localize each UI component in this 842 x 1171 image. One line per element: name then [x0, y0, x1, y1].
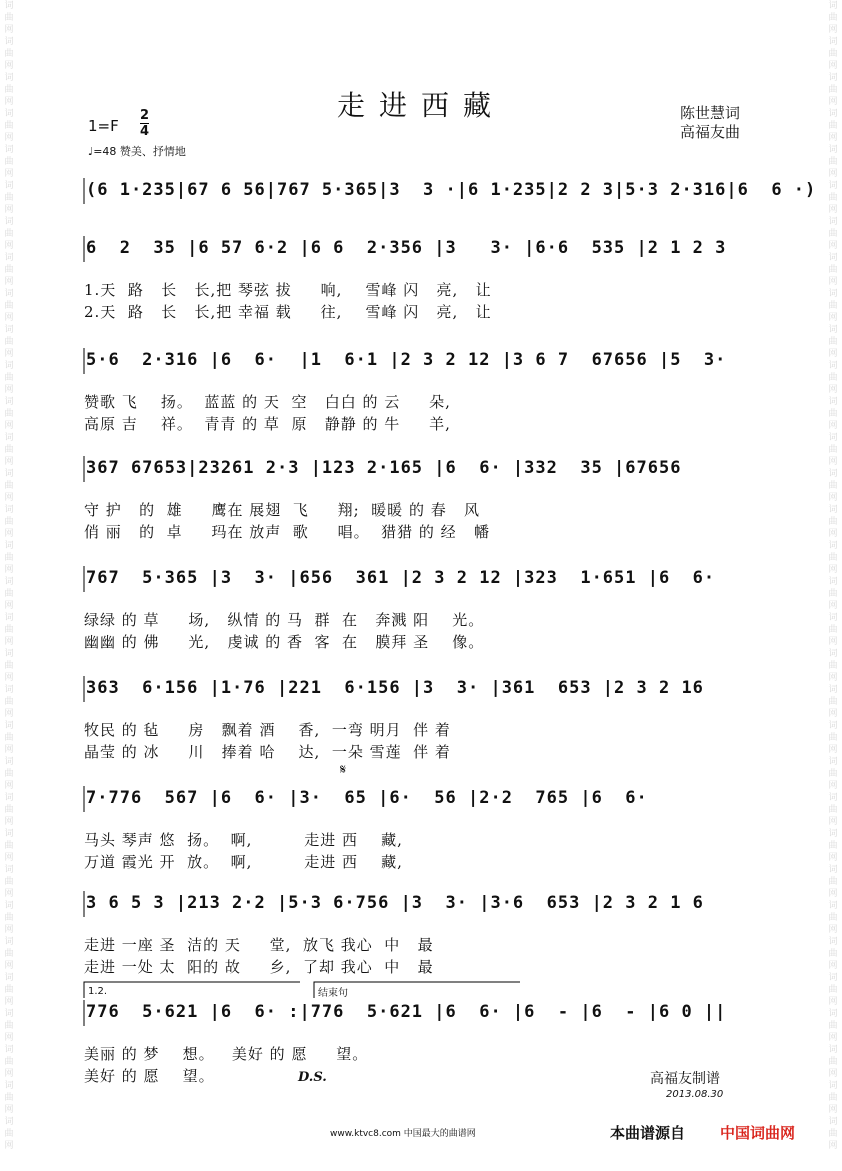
- lyric-line: 晶莹 的 冰 川 捧着 哈 达, 一朵 雪莲 伴 着: [84, 743, 451, 761]
- watermark-char: 曲: [4, 841, 14, 851]
- watermark-char: 词: [4, 901, 14, 911]
- watermark-char: 网: [828, 205, 838, 215]
- watermark-char: 词: [4, 253, 14, 263]
- tempo-marking: ♩=48 赞美、抒情地: [88, 145, 186, 158]
- watermark-char: 网: [828, 385, 838, 395]
- watermark-char: 曲: [4, 697, 14, 707]
- watermark-char: 词: [828, 685, 838, 695]
- composer: 高福友曲: [680, 123, 741, 141]
- watermark-char: 曲: [828, 877, 838, 887]
- watermark-char: 曲: [828, 517, 838, 527]
- watermark-char: 词: [4, 649, 14, 659]
- watermark-char: 曲: [828, 265, 838, 275]
- watermark-char: 词: [4, 793, 14, 803]
- watermark-char: 网: [4, 853, 14, 863]
- watermark-char: 词: [828, 757, 838, 767]
- watermark-char: 词: [828, 541, 838, 551]
- watermark-char: 曲: [828, 157, 838, 167]
- watermark-char: 网: [4, 781, 14, 791]
- watermark-char: 曲: [828, 121, 838, 131]
- watermark-char: 词: [4, 577, 14, 587]
- score-system-notes: 363 6·156 |1·76 |221 6·156 |3 3· |361 653 |2 3 2 16: [86, 678, 704, 698]
- lyric-line: 1.天 路 长 长,把 琴弦 拔 响, 雪峰 闪 亮, 让: [84, 281, 492, 299]
- watermark-char: 词: [828, 1045, 838, 1055]
- watermark-char: 网: [828, 313, 838, 323]
- watermark-char: 网: [828, 853, 838, 863]
- watermark-char: 网: [828, 565, 838, 575]
- watermark-char: 词: [828, 325, 838, 335]
- watermark-char: 词: [828, 721, 838, 731]
- watermark-char: 网: [4, 169, 14, 179]
- watermark-char: 曲: [4, 13, 14, 23]
- watermark-char: 曲: [4, 625, 14, 635]
- watermark-char: 词: [4, 217, 14, 227]
- watermark-char: 网: [4, 925, 14, 935]
- watermark-char: 曲: [828, 193, 838, 203]
- watermark-char: 词: [4, 1, 14, 11]
- watermark-char: 曲: [828, 625, 838, 635]
- watermark-char: 网: [828, 457, 838, 467]
- watermark-char: 词: [828, 937, 838, 947]
- watermark-char: 词: [828, 289, 838, 299]
- score-system-notes: 3 6 5 3 |213 2·2 |5·3 6·756 |3 3· |3·6 653 |2 3 2 1 6: [86, 893, 704, 913]
- watermark-char: 曲: [828, 949, 838, 959]
- watermark-char: 曲: [4, 553, 14, 563]
- watermark-char: 网: [4, 745, 14, 755]
- watermark-char: 曲: [828, 913, 838, 923]
- watermark-char: 词: [4, 289, 14, 299]
- segno-sign: 𝄋: [340, 762, 347, 778]
- watermark-char: 网: [4, 997, 14, 1007]
- score-system-notes: 7·776 567 |6 6· |3· 65 |6· 56 |2·2 765 |6 6·: [86, 788, 648, 808]
- watermark-char: 词: [4, 1045, 14, 1055]
- watermark-char: 曲: [4, 517, 14, 527]
- watermark-char: 曲: [4, 229, 14, 239]
- time-bottom: 4: [140, 124, 150, 139]
- watermark-char: 网: [4, 349, 14, 359]
- watermark-char: 网: [4, 961, 14, 971]
- lyric-line: 俏 丽 的 卓 玛在 放声 歌 唱。 猎猎 的 经 幡: [84, 523, 490, 541]
- watermark-char: 词: [4, 145, 14, 155]
- watermark-char: 网: [828, 961, 838, 971]
- watermark-char: 网: [828, 1033, 838, 1043]
- watermark-char: 网: [4, 889, 14, 899]
- watermark-char: 网: [4, 97, 14, 107]
- watermark-char: 词: [4, 361, 14, 371]
- watermark-char: 词: [828, 1081, 838, 1091]
- watermark-char: 曲: [828, 301, 838, 311]
- watermark-char: 词: [828, 973, 838, 983]
- lyric-line: 美好 的 愿 望。: [84, 1067, 215, 1085]
- watermark-char: 网: [4, 25, 14, 35]
- watermark-char: 网: [828, 637, 838, 647]
- watermark-char: 网: [4, 1141, 14, 1151]
- watermark-char: 网: [4, 1069, 14, 1079]
- watermark-char: 网: [828, 241, 838, 251]
- watermark-char: 词: [828, 217, 838, 227]
- watermark-char: 词: [828, 505, 838, 515]
- watermark-char: 曲: [828, 49, 838, 59]
- watermark-char: 词: [4, 397, 14, 407]
- watermark-char: 词: [828, 901, 838, 911]
- watermark-char: 词: [828, 37, 838, 47]
- watermark-char: 曲: [828, 481, 838, 491]
- watermark-char: 曲: [828, 373, 838, 383]
- watermark-char: 曲: [828, 85, 838, 95]
- watermark-char: 网: [4, 493, 14, 503]
- watermark-char: 词: [828, 829, 838, 839]
- watermark-char: 曲: [4, 1021, 14, 1031]
- watermark-char: 网: [4, 673, 14, 683]
- score-system-notes: 367 67653|23261 2·3 |123 2·165 |6 6· |332 35 |67656: [86, 458, 682, 478]
- watermark-char: 网: [4, 61, 14, 71]
- watermark-char: 词: [4, 1081, 14, 1091]
- watermark-char: 曲: [828, 409, 838, 419]
- watermark-char: 网: [828, 925, 838, 935]
- watermark-char: 曲: [4, 445, 14, 455]
- watermark-char: 网: [828, 529, 838, 539]
- watermark-char: 网: [828, 1069, 838, 1079]
- watermark-char: 网: [828, 1141, 838, 1151]
- score-system-notes: 5·6 2·316 |6 6· |1 6·1 |2 3 2 12 |3 6 7 67656 |5 3·: [86, 350, 727, 370]
- watermark-char: 词: [828, 397, 838, 407]
- watermark-char: 网: [4, 277, 14, 287]
- lyricist: 陈世慧词: [680, 104, 741, 122]
- watermark-char: 网: [4, 709, 14, 719]
- watermark-char: 词: [828, 433, 838, 443]
- watermark-char: 网: [828, 25, 838, 35]
- watermark-char: 网: [828, 169, 838, 179]
- transcription-date: 2013.08.30: [666, 1089, 724, 1100]
- watermark-char: 曲: [4, 1129, 14, 1139]
- watermark-char: 词: [828, 469, 838, 479]
- watermark-char: 词: [4, 1117, 14, 1127]
- watermark-char: 词: [4, 865, 14, 875]
- watermark-char: 词: [4, 541, 14, 551]
- watermark-char: 网: [4, 601, 14, 611]
- watermark-char: 词: [828, 613, 838, 623]
- key-signature: 1=F: [88, 117, 119, 135]
- score-system-notes: 6 2 35 |6 57 6·2 |6 6 2·356 |3 3· |6·6 535 |2 1 2 3: [86, 238, 727, 258]
- watermark-char: 网: [4, 421, 14, 431]
- lyric-line: 幽幽 的 佛 光, 虔诚 的 香 客 在 膜拜 圣 像。: [84, 633, 485, 651]
- watermark-char: 曲: [4, 157, 14, 167]
- watermark-char: 网: [828, 97, 838, 107]
- watermark-char: 曲: [4, 301, 14, 311]
- watermark-char: 曲: [828, 589, 838, 599]
- footer-source-label: 本曲谱源自: [610, 1124, 686, 1142]
- watermark-char: 网: [828, 673, 838, 683]
- watermark-char: 词: [828, 1009, 838, 1019]
- watermark-char: 网: [828, 61, 838, 71]
- lyric-line: 走进 一座 圣 洁的 天 堂, 放飞 我心 中 最: [84, 936, 434, 954]
- volta-label: 1.2.: [88, 986, 108, 997]
- watermark-char: 词: [828, 1, 838, 11]
- watermark-char: 曲: [828, 1021, 838, 1031]
- ds-marking: D.S.: [298, 1070, 327, 1085]
- watermark-char: 网: [828, 817, 838, 827]
- watermark-char: 词: [4, 433, 14, 443]
- lyric-line: 马头 琴声 悠 扬。 啊, 走进 西 藏,: [84, 831, 403, 849]
- watermark-char: 曲: [828, 1129, 838, 1139]
- watermark-char: 网: [828, 133, 838, 143]
- watermark-char: 曲: [4, 913, 14, 923]
- watermark-char: 网: [828, 1105, 838, 1115]
- watermark-char: 曲: [828, 445, 838, 455]
- watermark-char: 曲: [4, 481, 14, 491]
- watermark-char: 网: [4, 637, 14, 647]
- watermark-char: 词: [828, 793, 838, 803]
- watermark-char: 词: [4, 829, 14, 839]
- lyric-line: 走进 一处 太 阳的 故 乡, 了却 我心 中 最: [84, 958, 434, 976]
- watermark-char: 网: [4, 385, 14, 395]
- watermark-char: 曲: [4, 733, 14, 743]
- watermark-char: 曲: [4, 373, 14, 383]
- watermark-char: 词: [828, 865, 838, 875]
- volta-bracket-2: [314, 982, 520, 998]
- lyric-line: 牧民 的 毡 房 飘着 酒 香, 一弯 明月 伴 着: [84, 721, 451, 739]
- watermark-char: 词: [828, 1117, 838, 1127]
- watermark-char: 曲: [828, 229, 838, 239]
- watermark-char: 网: [828, 745, 838, 755]
- watermark-char: 词: [828, 361, 838, 371]
- watermark-char: 网: [4, 313, 14, 323]
- watermark-char: 词: [4, 721, 14, 731]
- watermark-char: 网: [4, 529, 14, 539]
- watermark-char: 曲: [4, 49, 14, 59]
- watermark-char: 网: [4, 1105, 14, 1115]
- watermark-char: 曲: [4, 265, 14, 275]
- lyric-line: 守 护 的 雄 鹰在 展翅 飞 翔; 暖暖 的 春 风: [84, 501, 481, 519]
- watermark-char: 词: [4, 109, 14, 119]
- lyric-line: 赞歌 飞 扬。 蓝蓝 的 天 空 白白 的 云 朵,: [84, 393, 451, 411]
- watermark-char: 词: [4, 937, 14, 947]
- watermark-char: 网: [828, 781, 838, 791]
- watermark-char: 词: [828, 73, 838, 83]
- watermark-char: 曲: [4, 805, 14, 815]
- lyric-line: 高原 吉 祥。 青青 的 草 原 静静 的 牛 羊,: [84, 415, 451, 433]
- watermark-char: 曲: [4, 409, 14, 419]
- watermark-char: 曲: [4, 949, 14, 959]
- watermark-char: 曲: [828, 733, 838, 743]
- watermark-char: 词: [4, 685, 14, 695]
- watermark-char: 词: [4, 181, 14, 191]
- watermark-char: 网: [4, 565, 14, 575]
- watermark-char: 词: [828, 253, 838, 263]
- watermark-char: 曲: [4, 85, 14, 95]
- watermark-char: 词: [4, 73, 14, 83]
- watermark-char: 词: [4, 757, 14, 767]
- lyric-line: 2.天 路 长 长,把 幸福 载 往, 雪峰 闪 亮, 让: [84, 303, 492, 321]
- watermark-char: 网: [4, 817, 14, 827]
- watermark-char: 词: [828, 145, 838, 155]
- watermark-char: 网: [828, 277, 838, 287]
- transcriber-credit: 高福友制谱: [650, 1071, 720, 1087]
- watermark-char: 词: [4, 613, 14, 623]
- footer-source-name: 中国词曲网: [720, 1124, 796, 1142]
- watermark-char: 网: [4, 205, 14, 215]
- watermark-char: 网: [828, 601, 838, 611]
- watermark-char: 词: [828, 181, 838, 191]
- watermark-char: 网: [4, 133, 14, 143]
- watermark-char: 曲: [828, 769, 838, 779]
- watermark-char: 曲: [828, 13, 838, 23]
- watermark-char: 词: [4, 325, 14, 335]
- watermark-char: 曲: [4, 661, 14, 671]
- watermark-char: 曲: [828, 841, 838, 851]
- song-title: 走进西藏: [336, 89, 505, 122]
- watermark-char: 曲: [828, 1093, 838, 1103]
- watermark-char: 曲: [4, 193, 14, 203]
- footer-site: www.ktvc8.com 中国最大的曲谱网: [330, 1129, 476, 1139]
- watermark-char: 网: [828, 997, 838, 1007]
- watermark-char: 词: [4, 505, 14, 515]
- ending-label: 结束句: [318, 988, 348, 999]
- score-system-notes: (6 1·235|67 6 56|767 5·365|3 3 ·|6 1·235|2 2 3|5·3 2·316|6 6 ·): [86, 180, 817, 200]
- watermark-char: 曲: [828, 985, 838, 995]
- watermark-char: 曲: [828, 1057, 838, 1067]
- watermark-char: 网: [828, 421, 838, 431]
- watermark-char: 曲: [4, 877, 14, 887]
- watermark-char: 曲: [828, 337, 838, 347]
- watermark-char: 网: [4, 1033, 14, 1043]
- score-system-notes: 767 5·365 |3 3· |656 361 |2 3 2 12 |323 1·651 |6 6·: [86, 568, 716, 588]
- watermark-char: 词: [4, 37, 14, 47]
- watermark-char: 曲: [828, 805, 838, 815]
- watermark-char: 网: [828, 889, 838, 899]
- watermark-char: 曲: [4, 121, 14, 131]
- watermark-char: 曲: [828, 697, 838, 707]
- watermark-char: 曲: [4, 589, 14, 599]
- watermark-char: 词: [4, 469, 14, 479]
- volta-bracket-1: [84, 982, 300, 998]
- watermark-char: 词: [4, 973, 14, 983]
- watermark-char: 曲: [4, 1093, 14, 1103]
- watermark-char: 曲: [4, 1057, 14, 1067]
- watermark-char: 词: [828, 109, 838, 119]
- watermark-char: 网: [4, 457, 14, 467]
- watermark-char: 网: [828, 709, 838, 719]
- watermark-char: 曲: [4, 769, 14, 779]
- lyric-line: 万道 霞光 开 放。 啊, 走进 西 藏,: [84, 853, 403, 871]
- watermark-char: 词: [4, 1009, 14, 1019]
- score-system-notes: 776 5·621 |6 6· :|776 5·621 |6 6· |6 - |6 - |6 0 ||: [86, 1002, 727, 1022]
- watermark-char: 网: [4, 241, 14, 251]
- watermark-char: 词: [828, 649, 838, 659]
- watermark-char: 网: [828, 349, 838, 359]
- watermark-char: 曲: [828, 661, 838, 671]
- watermark-char: 曲: [4, 337, 14, 347]
- lyric-line: 绿绿 的 草 场, 纵情 的 马 群 在 奔溅 阳 光。: [84, 611, 485, 629]
- time-top: 2: [140, 108, 150, 123]
- lyric-line: 美丽 的 梦 想。 美好 的 愿 望。: [84, 1045, 369, 1063]
- watermark-char: 曲: [4, 985, 14, 995]
- watermark-char: 网: [828, 493, 838, 503]
- watermark-char: 词: [828, 577, 838, 587]
- watermark-char: 曲: [828, 553, 838, 563]
